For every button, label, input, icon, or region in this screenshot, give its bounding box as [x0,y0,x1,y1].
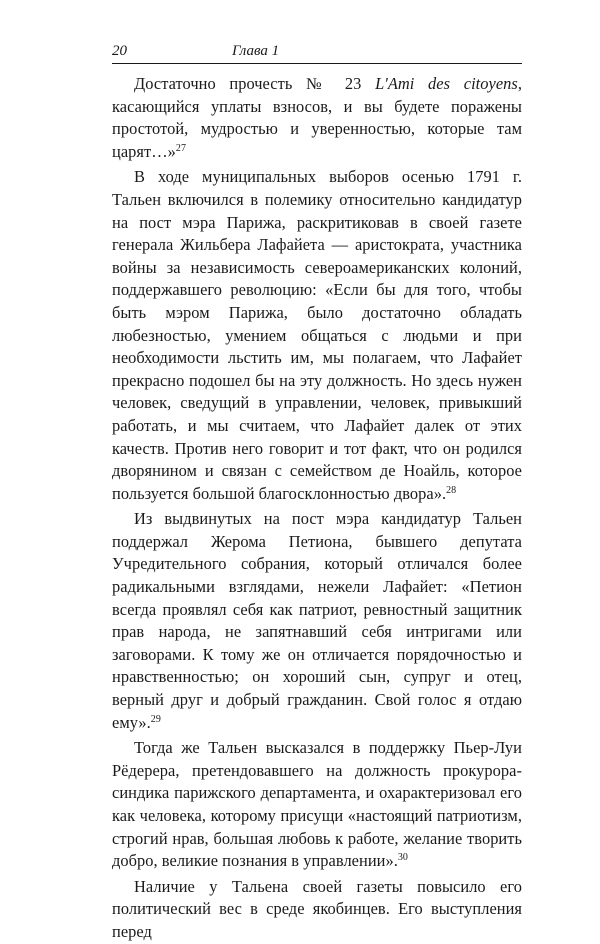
footnote-marker: 30 [397,852,408,864]
paragraph-4-text: Тогда же Тальен высказался в поддержку Пьер-Луи Рёдерера, претендовавшего на должность прокурора-синдика парижского департамента, и охарактеризовал его как человека, которому присущи «настоящий патриотизм, строгий нрав, большая любовь к работе, желание творить добро, великие познания в управлении». [112,738,522,871]
paragraph-1-text: Достаточно прочесть № 23 [134,74,376,93]
footnote-marker: 29 [150,713,161,725]
page-number: 20 [112,43,127,59]
paragraph-5 [112,876,522,944]
newspaper-title: L'Ami des citoyens [375,74,518,93]
paragraph-2 [112,166,522,505]
paragraph-3-text: Из выдвинутых на пост мэра кандидатур Тальен поддержал Жерома Петиона, бывшего депутата Учредительного собрания, который отличался более радикальными взглядами, нежели Лафайет: «Петион всегда проявлял себя как патриот, ревностный защитник прав народа, не запятнавший себя интригами или заговорами. К тому же он отличается порядочностью и нравственностью; он хороший сын, супруг и отец, верный друг и добрый гражданин. Свой голос я отдаю ему». [112,509,522,732]
paragraph-2-text: В ходе муниципальных выборов осенью 1791 г. Тальен включился в полемику относительно кандидатур на пост мэра Парижа, раскритиковав в своей газете генерала Жильбера Лафайета — аристократа, участника войны за независимость североамериканских колоний, поддержавшего революцию: «Если бы для того, чтобы быть мэром Парижа, было достаточно обладать любезностью, умением общаться с людьми и при необходимости льстить им, мы полагаем, что Лафайет прекрасно подошел бы на эту должность. Но здесь нужен человек, сведущий в управлении, человек, привыкший работать, и мы считаем, что Лафайет далек от этих качеств. Против него говорит и тот факт, что он родился дворянином и связан с семейством де Ноайль, которое пользуется большой благосклонностью двора». [112,167,522,503]
paragraph-5-text: Наличие у Тальена своей газеты повысило его политический вес в среде якобинцев. Его выступления перед [112,876,522,941]
paragraph-3 [112,508,522,734]
page-body [112,73,522,944]
paragraph-1 [112,73,522,163]
paragraph-4 [112,737,522,873]
running-header [112,40,522,64]
chapter-title: Глава 1 [232,43,280,59]
footnote-marker: 28 [446,484,457,496]
footnote-marker: 27 [175,142,186,154]
paragraph-1-text-cont: , касающийся уплаты взносов, и вы будете поражены простотой, мудростью и уверенностью, которые там царят…» [112,74,522,161]
